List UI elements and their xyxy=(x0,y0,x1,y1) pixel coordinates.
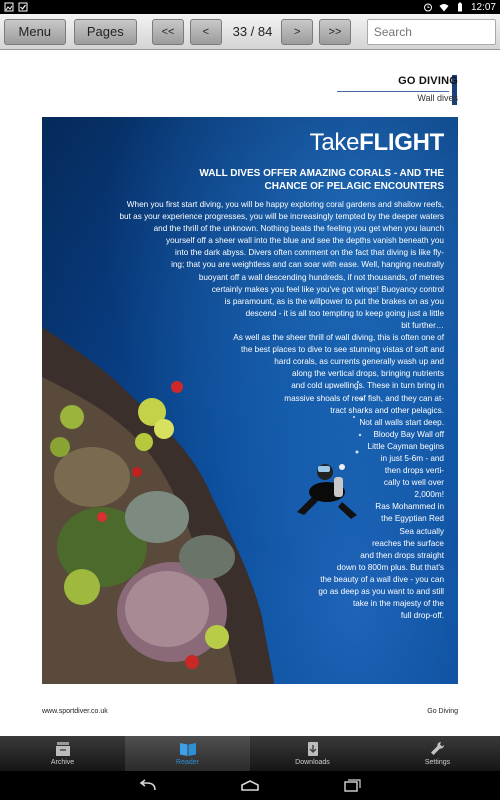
section-header xyxy=(398,75,458,103)
book-icon xyxy=(179,741,197,757)
body-line: the beauty of a wall dive - you can xyxy=(320,574,444,584)
page-footer-url: www.sportdiver.co.uk xyxy=(42,708,108,715)
body-line: Not all walls start deep. xyxy=(359,417,444,427)
body-line: hard corals, as currents generally wash up and xyxy=(274,357,444,367)
archive-icon xyxy=(54,741,72,757)
tab-archive[interactable] xyxy=(0,736,125,771)
body-line: along the vertical drops, bringing nutrients xyxy=(291,369,444,379)
tab-settings[interactable] xyxy=(375,736,500,771)
body-line: and cold upwellings. These in turn bring in xyxy=(291,381,444,391)
feature-body xyxy=(120,199,445,622)
body-line: buoyant off a wall descending hundreds, if not thousands, of metres xyxy=(198,272,444,282)
image-notification-icon xyxy=(4,2,14,12)
headline-light: Take xyxy=(309,129,360,156)
download-icon xyxy=(304,741,322,757)
first-page-button[interactable]: << xyxy=(152,19,184,45)
body-line: 2,000m! xyxy=(414,490,444,500)
body-line: As well as the sheer thrill of wall diving, this is often one of xyxy=(233,333,444,343)
magazine-page[interactable] xyxy=(0,51,500,736)
feature-article xyxy=(42,117,458,684)
body-line: certainly makes you feel like you've got wings! Buoyancy control xyxy=(211,284,444,294)
headline-bold: FLIGHT xyxy=(359,129,444,156)
body-line: full drop-off. xyxy=(400,611,444,621)
tab-label: Settings xyxy=(424,759,451,766)
body-line: massive shoals of reef fish, and they can at- xyxy=(284,393,444,403)
body-line: Bloody Bay Wall off xyxy=(373,429,444,439)
body-line: the Egyptian Red xyxy=(381,514,444,524)
tab-downloads[interactable] xyxy=(250,736,375,771)
alarm-icon xyxy=(423,2,433,12)
body-line: reaches the surface xyxy=(372,538,444,548)
previous-page-button[interactable]: < xyxy=(190,19,222,45)
section-subtitle: Wall dives xyxy=(417,93,458,103)
body-line: into the dark abyss. Divers often comment on the fact that diving is like fly- xyxy=(175,248,444,258)
menu-button[interactable]: Menu xyxy=(4,19,66,45)
home-icon[interactable] xyxy=(239,778,261,794)
body-line: When you first start diving, you will be happy exploring coral gardens and shallow reefs, xyxy=(126,200,444,209)
checkbox-notification-icon xyxy=(18,2,28,12)
search-input[interactable] xyxy=(374,25,489,39)
tab-label: Archive xyxy=(50,759,75,766)
body-line: bit further… xyxy=(401,320,444,330)
wrench-icon xyxy=(429,741,447,757)
reader-toolbar xyxy=(0,14,500,50)
body-line: but as your experience progresses, you will be increasingly tempted by the deeper waters xyxy=(119,212,444,222)
body-line: Sea actually xyxy=(399,526,444,536)
body-line: then drops verti- xyxy=(384,466,444,476)
last-page-button[interactable]: >> xyxy=(319,19,351,45)
status-bar xyxy=(0,0,500,14)
body-line: and the thrill of the unknown. Nothing beats the feeling you get when you launch xyxy=(153,224,444,234)
body-line: take in the majesty of the xyxy=(352,599,444,609)
body-line: the best places to dive to see stunning vistas of soft and xyxy=(241,345,444,355)
page-footer-section: Go Diving xyxy=(427,708,458,715)
battery-icon xyxy=(455,2,465,12)
body-line: go as deep as you want to and still xyxy=(318,587,444,596)
tab-reader[interactable] xyxy=(125,736,250,771)
next-page-button[interactable]: > xyxy=(281,19,313,45)
bottom-tab-bar xyxy=(0,736,500,771)
system-navigation-bar xyxy=(0,771,500,800)
search-box[interactable] xyxy=(367,19,496,45)
body-line: cally to well over xyxy=(383,478,444,488)
body-line: Ras Mohammed in xyxy=(375,502,444,512)
feature-headline xyxy=(310,129,444,157)
page-counter: 33 / 84 xyxy=(232,24,273,39)
body-line: ing; that you are weightless and can soar with ease. Well, hanging neutrally xyxy=(171,260,444,270)
wifi-icon xyxy=(439,2,449,12)
body-line: in just 5-6m - and xyxy=(380,453,444,463)
body-line: down to 800m plus. But that's xyxy=(336,562,444,572)
body-line: descend - it is all too tempting to keep going just a little xyxy=(245,308,444,318)
status-time: 12:07 xyxy=(470,1,496,13)
body-line: and then drops straight xyxy=(360,550,444,560)
back-icon[interactable] xyxy=(137,778,159,794)
section-title: GO DIVING xyxy=(398,75,458,87)
feature-deck: WALL DIVES OFFER AMAZING CORALS - AND THE CHANCE OF PELAGIC ENCOUNTERS xyxy=(199,168,444,192)
body-line: tract sharks and other pelagics. xyxy=(330,405,444,415)
pages-button[interactable]: Pages xyxy=(74,19,138,45)
body-line: yourself off a sheer wall into the blue and see the depths vanish beneath you xyxy=(166,236,444,246)
tab-label: Downloads xyxy=(295,759,330,766)
recent-apps-icon[interactable] xyxy=(341,778,363,794)
body-line: is paramount, as is the willpower to put the brakes on as you xyxy=(224,296,444,306)
tab-label: Reader xyxy=(176,759,199,766)
body-line: Little Cayman begins xyxy=(367,441,444,451)
